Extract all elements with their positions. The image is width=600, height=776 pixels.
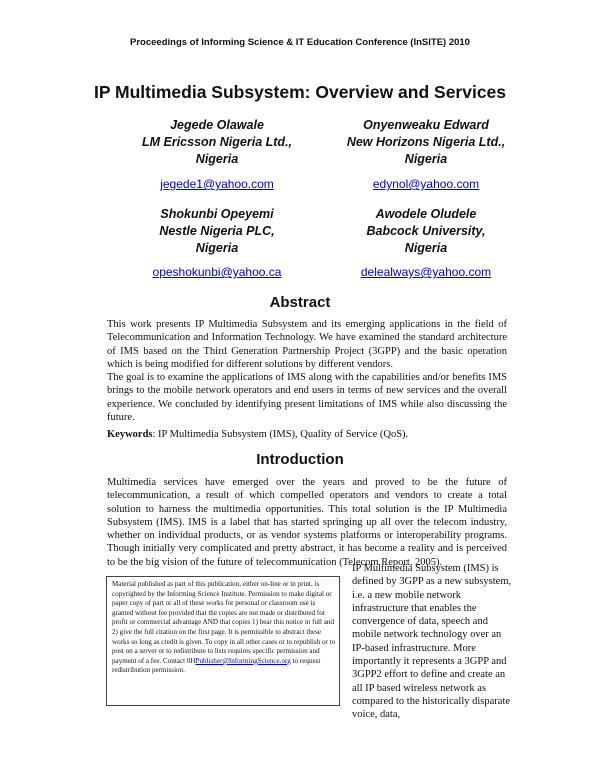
abstract-paragraph-2: The goal is to examine the applications of IMS along with the capabilities and/or benefits IMS brings to the mobile network operators and end users in terms of new services and the overall experience. We concluded by identifying present limitations of IMS while also discussing the future. <box>107 372 507 423</box>
keywords-line <box>107 428 507 441</box>
author-block-2 <box>306 117 546 168</box>
publisher-email-link[interactable]: Publisher@InformingScience.org <box>195 656 291 665</box>
abstract-heading: Abstract <box>269 294 331 311</box>
author-country: Nigeria <box>195 241 239 255</box>
author-email-2[interactable]: edynol@yahoo.com <box>372 177 480 191</box>
keywords-text: : IP Multimedia Subsystem (IMS), Quality of Service (QoS). <box>152 429 409 440</box>
author-country: Nigeria <box>195 152 239 166</box>
author-affiliation: LM Ericsson Nigeria Ltd., <box>141 135 293 149</box>
paper-title: IP Multimedia Subsystem: Overview and Services <box>93 82 507 102</box>
author-name: Onyenweaku Edward <box>363 118 489 132</box>
author-email-1[interactable]: jegede1@yahoo.com <box>160 177 274 191</box>
introduction-paragraph-1: Multimedia services have emerged over the years and proved to be the future of telecommunication, a result of which compelled operators and vendors to create a total solution to harness the multimedia opportunities. This total solution is the IP Multimedia Subsystem (IMS). IMS is a label that has started springing up all over the telecom industry, whether on individual products, or as vendor systems platforms or interoperability programs. Though initially very complicated and pretty abstract, it has become a reality and is perceived to be the big vision of the future of telecommunication (Telecom Report, 2005). <box>107 477 507 568</box>
author-block-3 <box>97 206 337 257</box>
author-block-4 <box>306 206 546 257</box>
author-email-4[interactable]: delealways@yahoo.com <box>360 265 492 279</box>
keywords-label: Keywords <box>107 429 153 440</box>
author-name: Shokunbi Opeyemi <box>160 207 274 221</box>
copyright-notice <box>112 580 336 676</box>
author-affiliation: Nestle Nigeria PLC, <box>159 224 275 238</box>
author-affiliation: New Horizons Nigeria Ltd., <box>346 135 506 149</box>
author-name: Awodele Oludele <box>375 207 477 221</box>
abstract-paragraph-1: This work presents IP Multimedia Subsystem and its emerging applications in the field of Telecommunication and Information Technology. We have examined the standard architecture of IMS based on the Third Generation Partnership Project (3GPP) and the basic operation which is being modified for different solutions by different vendors. <box>107 319 507 370</box>
copyright-tail: to request redistribution permission. <box>112 656 321 675</box>
author-block-1 <box>97 117 337 168</box>
author-name: Jegede Olawale <box>170 118 264 132</box>
author-affiliation: Babcock University, <box>366 224 486 238</box>
introduction-column-2: IP Multimedia Subsystem (IMS) is defined by 3GPP as a new subsystem, i.e. a new mobile network infrastructure that enables the convergence of data, speech and mobile network technology over an IP-based infrastructure. More importantly it represents a 3GPP and 3GPP2 effort to define and create an all IP based wireless network as compared to the historically disparate voice, data, <box>352 563 512 721</box>
running-header: Proceedings of Informing Science & IT Education Conference (InSITE) 2010 <box>130 37 470 48</box>
copyright-text: Material published as part of this publication, either on-line or in print, is copyrighted by the Informing Science Institute. Permission to make digital or paper copy of part or all of these works for personal or classroom use is granted without fee provided that the copies are not made or distributed for profit or commercial advantage AND that copies 1) bear this notice in full and 2) give the full citation on the first page. It is permissible to abstract these works so long as credit is given. To copy in all other cases or to republish or to post on a server or to redistribute to lists requires specific permission and payment of a fee. Contact 0H <box>112 580 336 665</box>
author-country: Nigeria <box>404 241 448 255</box>
author-country: Nigeria <box>404 152 448 166</box>
author-email-3[interactable]: opeshokunbi@yahoo.ca <box>152 265 282 279</box>
introduction-heading: Introduction <box>256 451 344 468</box>
